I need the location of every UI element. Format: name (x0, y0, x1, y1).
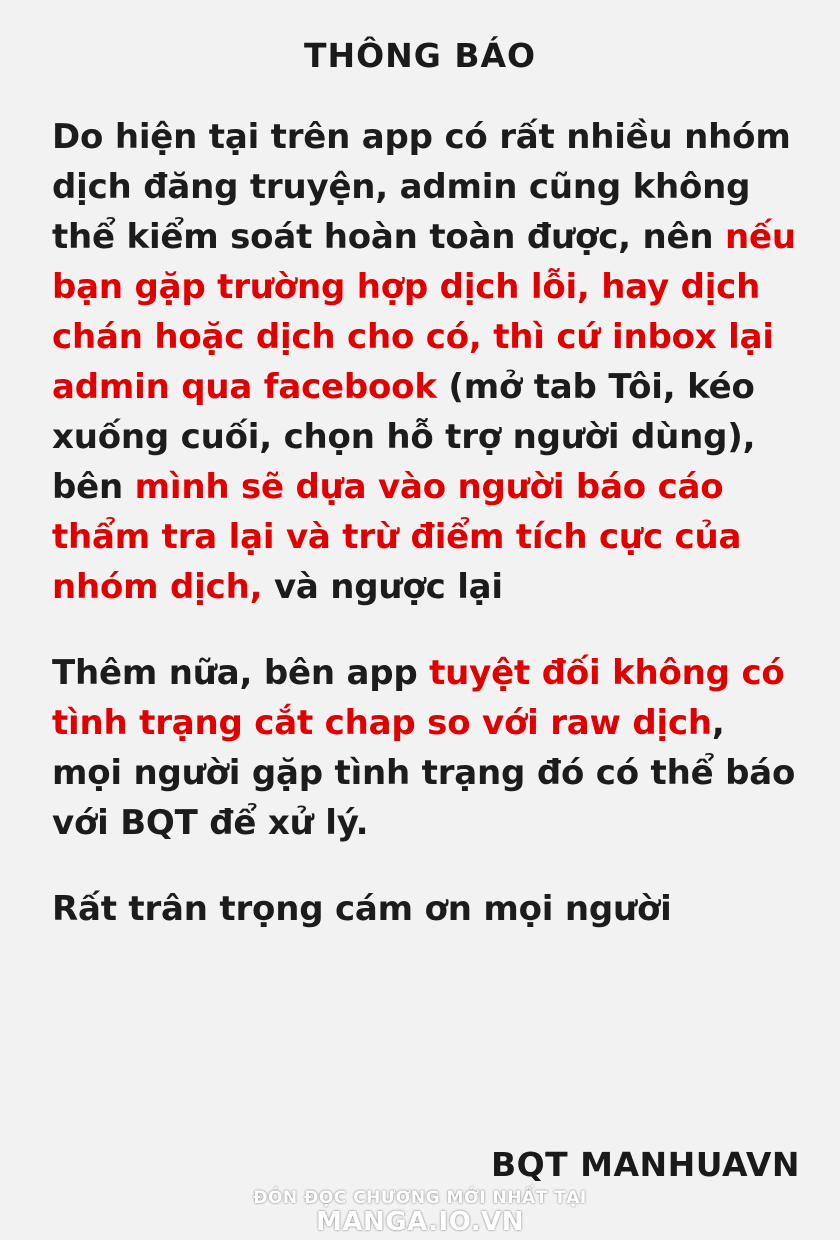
paragraph-1-segment-1: Do hiện tại trên app có rất nhiều nhóm dịch đăng truyện, admin cũng không thể kiểm soát hoàn toàn được, nên (52, 117, 791, 257)
announcement-body (52, 112, 804, 934)
paragraph-2-highlight-1: tuyệt đối không có tình trạng cắt chap so với raw dịch (52, 653, 785, 743)
watermark (0, 1188, 840, 1236)
paragraph-2-segment-2: , mọi người gặp tình trạng đó có thể báo với BQT để xử lý. (52, 703, 796, 843)
paragraph-1-highlight-2: mình sẽ dựa vào người báo cáo thẩm tra lại và trừ điểm tích cực của nhóm dịch, (52, 467, 742, 607)
watermark-line-1: ĐÓN ĐỌC CHƯƠNG MỚI NHẤT TẠI (253, 1188, 587, 1208)
paragraph-3-segment-1: Rất trân trọng cám ơn mọi người (52, 889, 672, 929)
page-title: THÔNG BÁO (303, 36, 537, 75)
paragraph-1-segment-2: (mở tab Tôi, kéo xuống cuối, chọn hỗ trợ người dùng), bên (52, 367, 756, 507)
paragraph-2-segment-1: Thêm nữa, bên app (52, 653, 430, 693)
paragraph-1 (52, 112, 804, 612)
paragraph-1-highlight-1: nếu bạn gặp trường hợp dịch lỗi, hay dịch chán hoặc dịch cho có, thì cứ inbox lại admin qua facebook (52, 217, 796, 407)
signature: BQT MANHUAVN (490, 1145, 800, 1184)
paragraph-3 (52, 884, 804, 934)
paragraph-1-segment-3: và ngược lại (262, 567, 503, 607)
watermark-line-2: MANGA.IO.VN (315, 1207, 525, 1237)
paragraph-2 (52, 648, 804, 848)
